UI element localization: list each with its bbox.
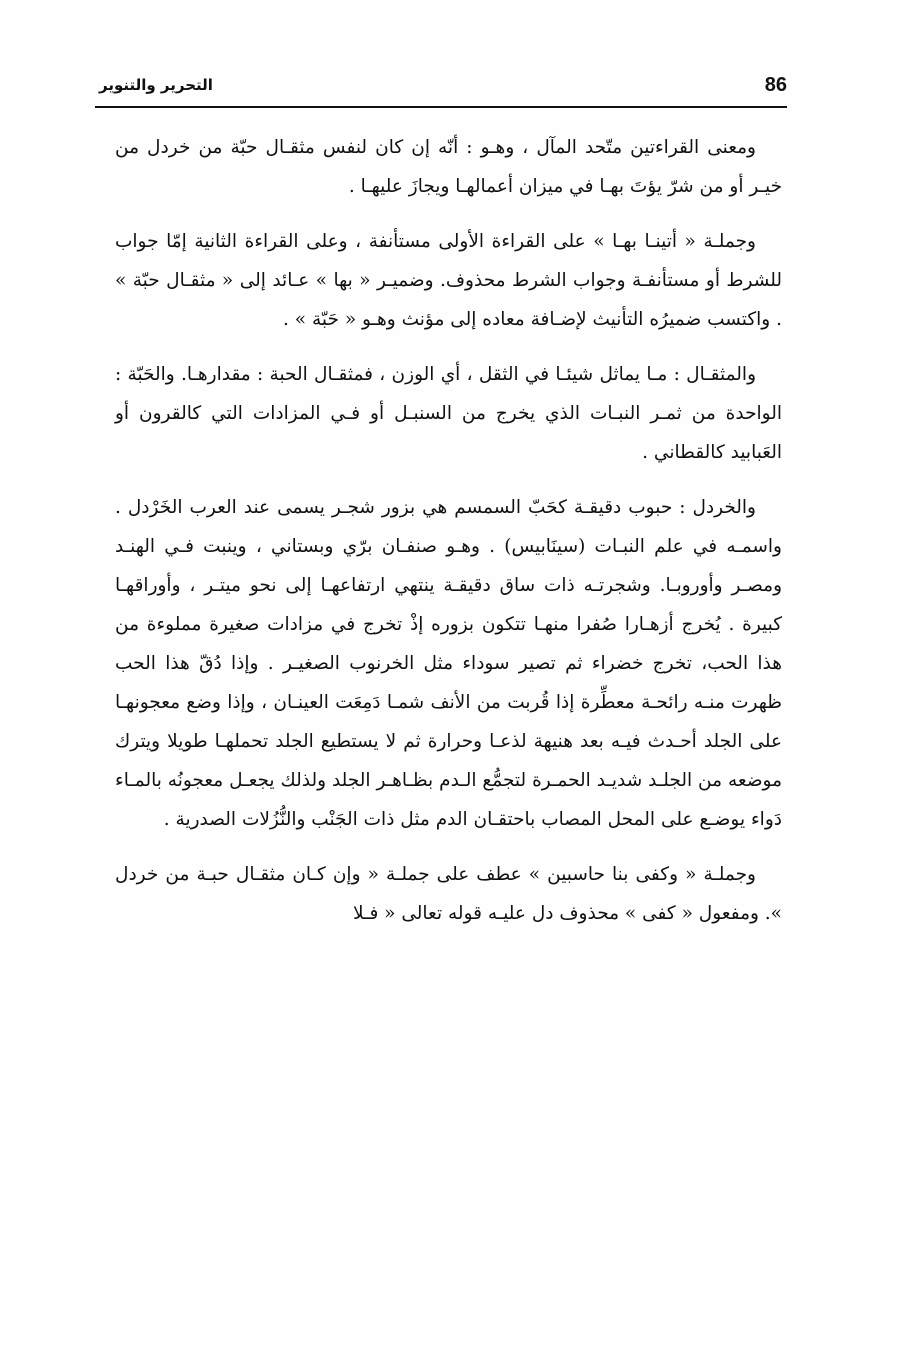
page-header — [95, 70, 787, 108]
paragraph: ومعنى القراءتين متّحد المآل ، وهـو : أنّه إن كان لنفس مثقـال حبّة من خردل من خيـر أو من شرّ يؤتَ بهـا في ميزان أعمالهـا ويجازَ عليهـا . — [115, 137, 782, 197]
paragraph: والخردل : حبوب دقيقـة كحَبّ السمسم هي بزور شجـر يسمى عند العرب الخَرْدل . واسمـه في علم النبـات (سينَابيس) . وهـو صنفـان برّي وبستاني ، وينبت فـي الهنـد ومصـر وأوروبـا. وشجرتـه ذات ساق دقيقـة ينتهي ارتفاعهـا إلى نحو ميتـر ، وأوراقهـا كبيرة . يُخرج أزهـارا صُفرا منهـا تتكون بزوره إذْ تخرج في مزادات صغيرة مملوءة من هذا الحب، تخرج خضراء ثم تصير سوداء مثل الخرنوب الصغيـر . وإذا دُقّ هذا الحب ظهرت منـه رائحـة معطِّرة إذا قُربت من الأنف شمـا دَمِعَت العينـان ، وإذا وضع معجونهـا على الجلد أحـدث فيـه بعد هنيهة لذعـا وحرارة ثم لا يستطيع الجلد تحملهـا طويلا ويترك موضعه من الجلـد شديـد الحمـرة لتجمُّع الـدم بظـاهـر الجلد ولذلك يجعـل معجونُه بالمـاء دَواء يوضـع على المحل المصاب باحتقـان الدم مثل ذات الجَنْب والنُّزُلات الصدرية . — [115, 497, 782, 830]
running-title: التحرير والتنوير — [99, 76, 213, 94]
paragraph: وجملـة « أتينـا بهـا » على القراءة الأولى مستأنفة ، وعلى القراءة الثانية إمّا جواب للشرط أو مستأنفـة وجواب الشرط محذوف. وضميـر « بها » عـائد إلى « مثقـال حبّة » . واكتسب ضميرُه التأنيث لإضـافة معاده إلى مؤنث وهـو « حَبّة » . — [115, 231, 782, 330]
paragraph: وجملـة « وكفى بنا حاسبين » عطف على جملـة « وإن كـان مثقـال حبـة من خردل ». ومفعول « كفى » محذوف دل عليـه قوله تعالى « فـلا — [115, 864, 782, 924]
body-text — [115, 128, 782, 949]
paragraph: والمثقـال : مـا يماثل شيئـا في الثقل ، أي الوزن ، فمثقـال الحبة : مقدارهـا. والحَبّة : الواحدة من ثمـر النبـات الذي يخرج من السنبـل أو فـي المزادات التي كالقرون أو العَبابيد كالقطاني . — [115, 364, 782, 463]
page-number: 86 — [764, 74, 787, 96]
